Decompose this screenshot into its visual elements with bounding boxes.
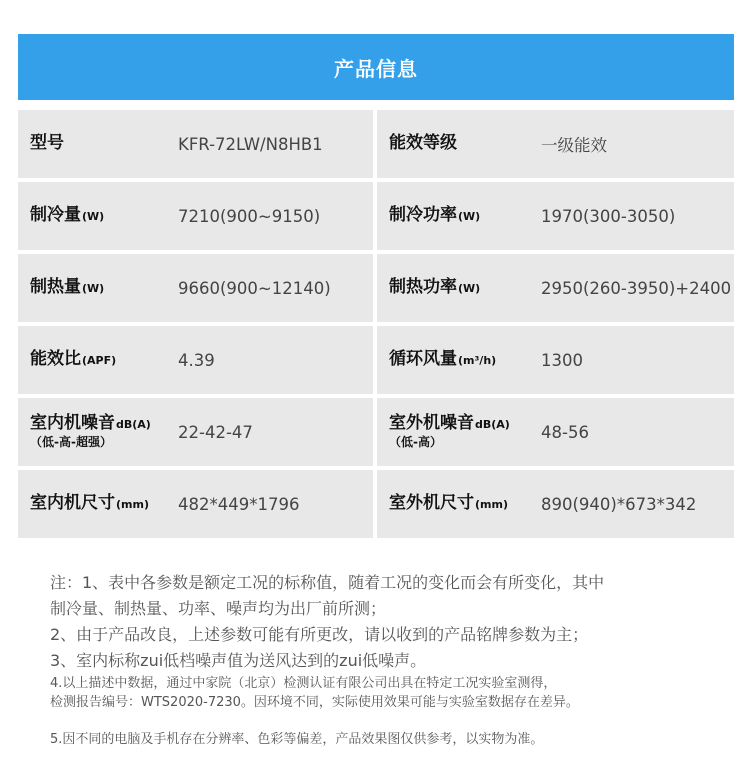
label-sub: （低-高-超强） [30,434,112,449]
spec-cell-cooling-power [377,182,734,250]
spec-label [30,254,104,322]
note-3: 3、室内标称zui低档噪声值为送风达到的zui低噪声。 [50,651,427,670]
spec-value: 4.39 [178,350,215,370]
spec-row-heating [18,254,734,322]
label-text: 能效比 [30,349,81,370]
spec-label [30,470,149,538]
note-2: 2、由于产品改良，上述参数可能有所更改，请以收到的产品铭牌参数为主； [50,625,589,644]
label-text: 室外机尺寸 [389,493,474,514]
spec-cell-heating-capacity [18,254,373,322]
note-5: 5.因不同的电脑及手机存在分辨率、色彩等偏差，产品效果图仅供参考，以实物为准。 [50,732,544,747]
spec-label [389,254,480,322]
spec-value: 48-56 [541,422,589,442]
spec-row-cooling [18,182,734,250]
spec-row-model [18,110,734,178]
spec-label [30,398,151,466]
spec-cell-model [18,110,373,178]
section-title: 产品信息 [334,56,418,81]
spec-cell-heating-power [377,254,734,322]
spec-table [18,110,734,542]
label-text: 制热量 [30,277,81,298]
spec-label [389,470,508,538]
footnotes [50,570,740,749]
label-text: 制冷功率 [389,205,457,226]
label-text: 室内机噪音 [30,413,115,434]
spec-value: 2950(260-3950)+2400 [541,278,732,298]
spec-value: 7210(900~9150) [178,206,321,226]
spec-label [30,182,104,250]
spec-label [389,326,496,394]
note-4-line-2: 检测报告编号：WTS2020-7230。因环境不同，实际使用效果可能与实验室数据存在差异。 [50,695,579,710]
label-unit: (W) [458,210,481,224]
spec-cell-indoor-size [18,470,373,538]
label-unit: dB(A) [475,418,510,432]
label-unit: (mm) [116,498,149,512]
spec-row-noise [18,398,734,466]
spec-value: 1300 [541,350,583,370]
label-text: 室内机尺寸 [30,493,115,514]
spec-cell-apf [18,326,373,394]
label-unit: (W) [82,210,105,224]
label-text: 制冷量 [30,205,81,226]
spec-cell-outdoor-size [377,470,734,538]
spec-value: 22-42-47 [178,422,253,442]
spec-label [389,110,457,178]
spec-cell-airflow [377,326,734,394]
label-text: 室外机噪音 [389,413,474,434]
spec-value: 一级能效 [541,136,607,155]
spec-value: 890(940)*673*342 [541,494,697,514]
note-1-line-2: 制冷量、制热量、功率、噪声均为出厂前所测； [50,599,387,618]
spec-row-efficiency [18,326,734,394]
spec-cell-outdoor-noise [377,398,734,466]
spec-cell-indoor-noise [18,398,373,466]
label-sub: （低-高） [389,434,442,449]
spec-label [30,326,116,394]
spec-value: 9660(900~12140) [178,278,331,298]
label-unit: (W) [458,282,481,296]
label-text: 能效等级 [389,133,457,154]
label-unit: (APF) [82,354,117,368]
spec-label [30,110,64,178]
spec-label [389,398,510,466]
spec-cell-cooling-capacity [18,182,373,250]
label-unit: (m³/h) [458,354,497,368]
note-1-line-1: 注：1、表中各参数是额定工况的标称值，随着工况的变化而会有所变化，其中 [50,573,605,592]
label-text: 型号 [30,133,64,154]
label-text: 制热功率 [389,277,457,298]
spec-row-dimensions [18,470,734,538]
spec-value: 1970(300-3050) [541,206,676,226]
label-unit: dB(A) [116,418,151,432]
note-4-line-1: 4.以上描述中数据，通过中家院（北京）检测认证有限公司出具在特定工况实验室测得， [50,676,557,691]
spec-cell-energy-grade [377,110,734,178]
spec-value: KFR-72LW/N8HB1 [178,134,323,154]
spec-label [389,182,480,250]
section-header [18,34,734,100]
spec-value: 482*449*1796 [178,494,300,514]
label-text: 循环风量 [389,349,457,370]
label-unit: (mm) [475,498,508,512]
label-unit: (W) [82,282,105,296]
